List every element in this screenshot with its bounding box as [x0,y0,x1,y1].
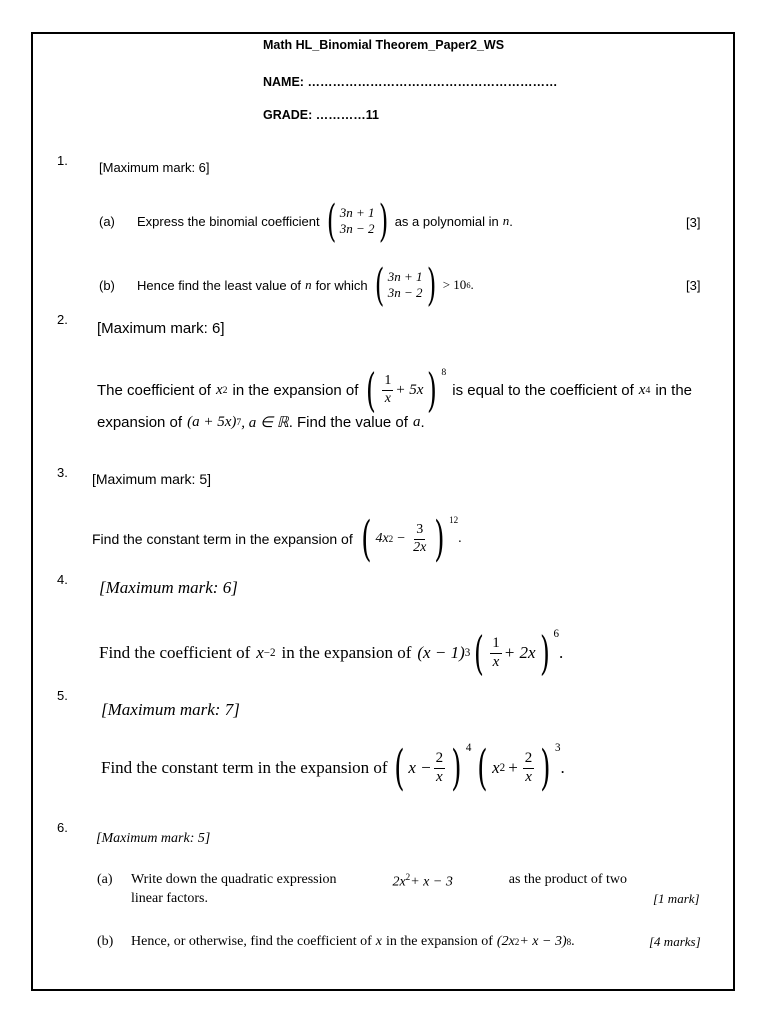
q2-expr: (a + 5x) [187,414,237,430]
question-2-line-1: The coefficient of x 2 in the expansion of ( $\frac{1}{x}$ + 5x ) $^8$ is equal to the coefficient of x 4 in the [97,363,693,417]
q1b-inequality: > 10 [442,277,467,292]
q1b-label: (b) [99,277,115,293]
q1a-binomial: ( 3n + 1 3n − 2 ) [326,195,388,247]
q2-text-3: is equal to the coefficient of [452,381,634,399]
q4-period: . [558,643,564,662]
q2-period: . [420,414,425,431]
question-3-max-mark: [Maximum mark: 5] [92,471,212,487]
question-1a [99,195,513,247]
q2-exp-4: 4 [645,384,651,396]
q2-exp-2: 2 [222,384,228,396]
q1b-period: . [470,277,474,292]
worksheet-title: Math HL_Binomial Theorem_Paper2_WS [263,38,505,52]
question-5-max-mark: [Maximum mark: 7] [101,700,240,719]
question-2-line-2 [97,413,425,432]
q1a-text-after: as a polynomial in [394,213,499,229]
q6a-label: (a) [97,872,113,887]
question-4-body: Find the coefficient of x −2 in the expansion of (x − 1) 3 ( $\frac{1}{x}$ + 2x ) $^6$ . [99,626,564,680]
worksheet-border [31,32,735,991]
q6a-text-3: linear factors. [131,890,208,906]
q4-exp-3: 3 [464,647,471,659]
q1b-text: Hence find the least value of [137,277,302,293]
q6a-expr: 2x [392,874,406,890]
question-3-number: 3. [57,465,68,480]
q6b-label: (b) [97,934,114,949]
q6b-exp-2: 2 [514,937,520,947]
q1b-text-mid: for which [315,277,368,293]
q5-x-minus: x − [408,758,432,777]
q6a-text-1: Write down the quadratic expression [131,872,337,887]
q2-set: , a ∈ ℝ [241,415,289,431]
q1b-binomial: ( 3n + 1 3n − 2 ) [374,259,436,311]
q4-exp-6: 6 [553,628,559,640]
q1a-binom-top: 3n + 1 [339,204,375,220]
question-1-number: 1. [57,153,68,168]
q5-frac1-den: x [436,768,443,785]
q6b-mark: [4 marks] [649,934,701,949]
q5-fraction-2 [523,750,535,786]
q5-period: . [560,758,565,777]
q6a-exp: 2 [405,872,411,882]
q1a-period: . [509,213,513,229]
q3-exp-12: 12 [449,515,459,525]
question-2-number: 2. [57,312,68,327]
q2-a: a [412,414,421,430]
grade-field-label: GRADE: …………11 [263,108,379,122]
q1a-text: Express the binomial coefficient [137,213,320,229]
q2-text-5: expansion of [97,414,183,431]
question-2-max-mark: [Maximum mark: 6] [97,320,225,337]
q6b-expr: (2x [496,934,515,949]
q6b-text-1: Hence, or otherwise, find the coefficient of [131,934,372,949]
q1b-binom-bottom: 3n − 2 [387,285,423,300]
question-6a [97,872,627,907]
q2-frac-den: x [384,390,392,406]
question-3-body: Find the constant term in the expansion of ( 4x 2 − $\frac{3}{2x}$ ) $^{12}$ . [92,511,462,567]
q3-period: . [458,531,462,546]
q4-plus-2x: + 2x [503,643,536,662]
q1a-binom-bottom: 3n − 2 [339,221,375,236]
q2-text-1: The coefficient of [97,381,211,399]
question-6-number: 6. [57,820,68,835]
question-6b [97,934,575,950]
q2-text-2: in the expansion of [232,381,359,399]
q6b-exp-8: 8 [566,937,572,947]
q2-frac-num: 1 [382,373,393,390]
q5-frac1-num: 2 [434,750,446,768]
q2-plus-5x: + 5x [395,381,424,398]
q5-frac2-num: 2 [523,750,535,768]
q2-x: x [215,381,223,398]
q3-frac-den: 2x [413,539,427,555]
q6a-text-2: as the product of two [508,872,627,887]
question-6-max-mark: [Maximum mark: 5] [96,831,211,846]
q3-text: Find the constant term in the expansion of [92,531,353,547]
q1b-exponent: 6 [466,280,471,290]
q4-frac-den: x [492,653,500,670]
question-1b [99,259,474,311]
question-5-number: 5. [57,688,68,703]
q2-exp-7: 7 [236,417,242,428]
q4-expr: (x − 1) [417,643,465,662]
question-4-max-mark: [Maximum mark: 6] [99,578,238,597]
q5-x: x [492,758,500,777]
q4-text-1: Find the coefficient of [99,643,251,662]
q5-x-exp: 2 [499,762,506,774]
q1b-binom-top: 3n + 1 [387,268,423,284]
q1b-var: n [305,277,312,292]
q5-frac2-den: x [525,768,532,785]
q2-exp-8: 8 [441,367,447,378]
q1b-mark: [3] [686,278,701,293]
q4-x: x [256,643,264,662]
q2-text-4: in the [655,381,693,399]
q6b-x: x [375,934,382,949]
q2-text-6: . Find the value of [288,414,408,431]
q3-frac-num: 3 [414,522,425,539]
q1a-mark: [3] [686,215,701,230]
q3-fraction [411,522,428,555]
q4-fraction [490,635,502,671]
q4-frac-num: 1 [490,635,502,653]
q5-exp-4: 4 [465,742,472,754]
question-5-body: Find the constant term in the expansion of ( x − $\frac{2}{x}$ ) $^4$ ( x 2 + $\frac{2}{x}$ ) $^3$ . [101,740,565,796]
q1a-label: (a) [99,213,115,229]
q6b-period: . [571,934,575,949]
q4-text-2: in the expansion of [281,643,412,662]
q1a-var: n [502,213,510,228]
question-4-number: 4. [57,572,68,587]
q5-exp-3: 3 [555,742,561,754]
q3-minus: − [397,531,406,546]
q6a-expr-rest: + x − 3 [410,874,453,890]
name-field-label: NAME: …………………………………………………… [263,75,558,89]
q6b-text-2: in the expansion of [385,934,493,949]
question-1-max-mark: [Maximum mark: 6] [99,160,210,175]
q5-fraction-1 [434,750,446,786]
q3-term-1: 4x [375,531,389,546]
q6b-expr-rest: + x − 3) [519,934,567,949]
q2-x-2: x [638,381,646,398]
q5-text: Find the constant term in the expansion of [101,758,388,777]
q2-fraction [382,373,393,406]
q6a-mark: [1 mark] [653,891,700,906]
q4-exp-m2: −2 [263,647,276,659]
q3-exp-2: 2 [388,534,394,544]
q5-plus: + [508,758,518,777]
